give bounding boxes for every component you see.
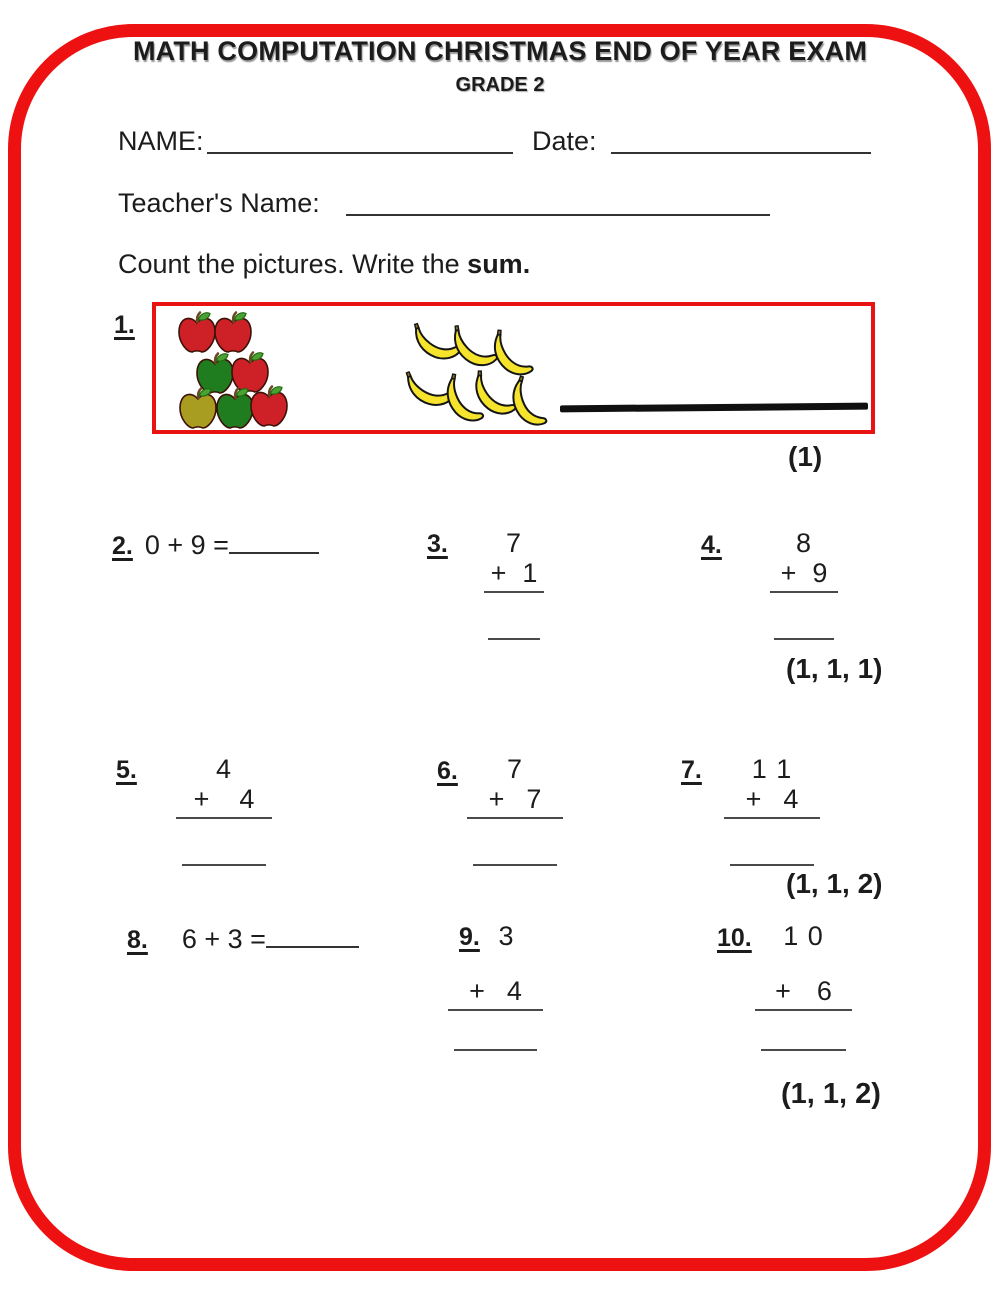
problem10-top-number: 1 0 (783, 921, 824, 951)
grade-subtitle: GRADE 2 (455, 74, 545, 96)
problem6-answer-line[interactable] (473, 864, 557, 866)
instruction-bold: sum. (467, 249, 531, 279)
problem6-operator-row (467, 784, 563, 819)
problem8-answer-blank[interactable] (266, 922, 359, 948)
plus-sign: + (780, 558, 797, 588)
name-blank[interactable] (207, 126, 513, 154)
banana-icon (455, 326, 497, 365)
problem3-answer-line[interactable] (488, 638, 541, 640)
problem-6 (467, 754, 563, 866)
problem7-operator-row (724, 784, 820, 819)
problem7-answer-line[interactable] (730, 864, 814, 866)
problem10-operator-row (755, 976, 852, 1011)
apple-icon (215, 313, 251, 353)
problem1-number: 1. (114, 311, 135, 339)
problem-9 (448, 921, 543, 1051)
problem-3 (484, 528, 544, 640)
date-label: Date: (532, 126, 597, 156)
problem8-number: 8. (127, 926, 148, 954)
problem10-answer-line[interactable] (761, 1049, 846, 1051)
problems-8-10-points: (1, 1, 2) (781, 1078, 881, 1110)
apple-icon (197, 354, 233, 394)
problem2-answer-blank[interactable] (229, 528, 319, 554)
plus-sign: + (775, 976, 791, 1006)
problem5-number: 5. (116, 756, 137, 784)
problem3-top-number: 7 (505, 528, 523, 558)
problem5-top-number: 4 (215, 754, 233, 784)
banana-icon (504, 376, 558, 429)
problem3-bottom-number: 1 (522, 558, 538, 588)
problem9-answer-line[interactable] (454, 1049, 538, 1051)
apple-icon (217, 389, 253, 429)
problems-5-7-points: (1, 1, 2) (786, 868, 883, 899)
problem-4 (770, 528, 838, 640)
problem1-picture-box (152, 302, 875, 434)
problem6-bottom-number: 7 (526, 784, 542, 814)
problem5-bottom-number: 4 (239, 784, 255, 814)
problem6-top-number: 7 (506, 754, 524, 784)
fruit-canvas (156, 306, 871, 430)
problem4-top-number: 8 (795, 528, 813, 558)
teacher-blank[interactable] (346, 188, 770, 216)
problem10-bottom-number: 6 (816, 976, 832, 1006)
problem-2 (112, 528, 319, 561)
plus-sign: + (193, 784, 210, 814)
teacher-label: Teacher's Name: (118, 188, 320, 218)
problem7-bottom-number: 4 (783, 784, 799, 814)
problem7-number: 7. (681, 756, 702, 784)
instruction-plain: Count the pictures. Write the (118, 249, 468, 279)
apple-icon (179, 313, 215, 353)
problem4-number: 4. (701, 531, 722, 559)
apple-icon (232, 353, 268, 393)
problem-5 (176, 754, 272, 866)
exam-title: MATH COMPUTATION CHRISTMAS END OF YEAR EXAM (132, 36, 868, 66)
plus-sign: + (488, 784, 505, 814)
problem4-bottom-number: 9 (812, 558, 828, 588)
plus-sign: + (745, 784, 762, 814)
problem1-points: (1) (788, 441, 823, 472)
problem9-number: 9. (459, 923, 480, 951)
problem9-bottom-number: 4 (506, 976, 522, 1006)
problem-8 (127, 922, 359, 955)
problem2-number: 2. (112, 532, 133, 560)
date-blank[interactable] (611, 126, 871, 154)
problem8-expression: 6 + 3 = (181, 924, 266, 954)
problem10-number: 10. (717, 924, 752, 952)
problem4-operator-row (770, 558, 838, 593)
problem3-operator-row (484, 558, 544, 593)
plus-sign: + (469, 976, 485, 1006)
problem-10 (755, 921, 852, 1051)
problem-7 (724, 754, 820, 866)
problems-2-4-points: (1, 1, 1) (786, 653, 883, 684)
problem5-answer-line[interactable] (182, 864, 266, 866)
problem4-answer-line[interactable] (774, 638, 834, 640)
problem9-top-number: 3 (498, 921, 515, 951)
banana-icon (490, 330, 539, 377)
problem2-expression: 0 + 9 = (144, 530, 229, 560)
problem3-number: 3. (427, 530, 448, 558)
apple-icon (180, 389, 216, 429)
name-label: NAME: (118, 126, 204, 156)
problem9-operator-row (448, 976, 543, 1011)
problem6-number: 6. (437, 757, 458, 785)
instruction-text (118, 249, 530, 280)
problem7-top-number: 1 1 (751, 754, 793, 784)
plus-sign: + (490, 558, 507, 588)
problem5-operator-row (176, 784, 272, 819)
